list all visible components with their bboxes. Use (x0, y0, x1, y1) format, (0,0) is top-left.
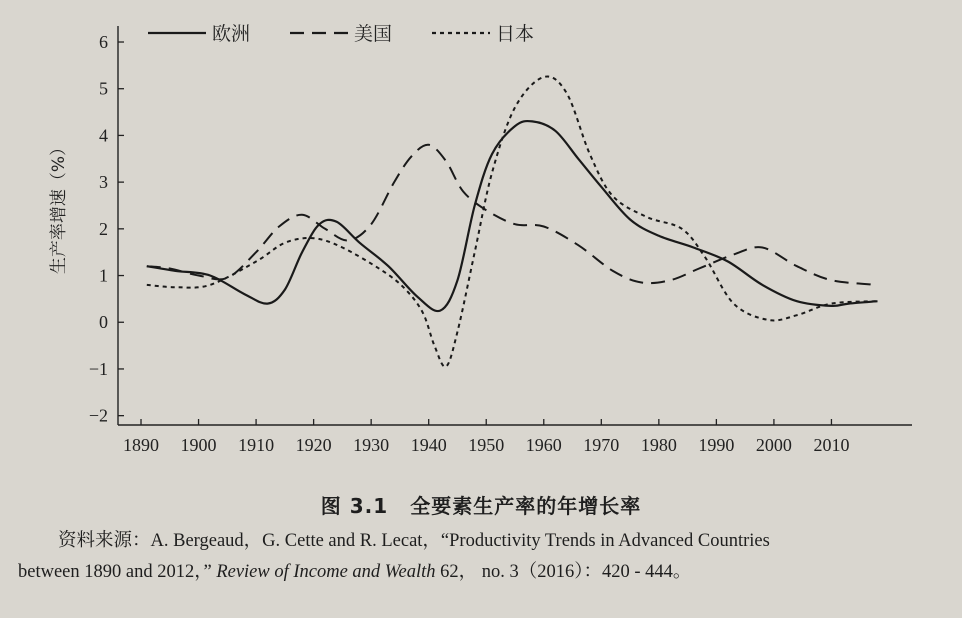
source-journal: Review of Income and Wealth (216, 562, 436, 582)
x-tick-label: 2000 (755, 435, 792, 455)
y-tick-label: 5 (99, 78, 108, 99)
source-line-2 (18, 557, 948, 588)
y-tick-label: −2 (88, 405, 108, 426)
x-tick-label: 1990 (698, 435, 735, 455)
source-line-1: 资料来源：A. Bergeaud，G. Cette and R. Lecat，“Productivity Trends in Advanced Countries (58, 531, 770, 551)
x-tick-label: 1940 (410, 435, 447, 455)
y-tick-label: −1 (88, 358, 108, 379)
x-tick-label: 2010 (813, 435, 850, 455)
series-line-3 (147, 77, 878, 367)
series-line-1 (147, 121, 878, 311)
legend-label-3: 日本 (496, 23, 535, 45)
y-axis-label: 生产率增速（%） (49, 138, 69, 275)
source-line-2-part2: 62， no. 3（2016）：420 - 444。 (440, 562, 692, 582)
y-tick-label: 2 (99, 218, 108, 239)
x-tick-label: 1960 (525, 435, 562, 455)
x-tick-label: 1980 (640, 435, 677, 455)
x-tick-label: 1890 (123, 435, 160, 455)
x-tick-label: 1950 (468, 435, 505, 455)
figure-caption (0, 490, 962, 519)
x-tick-label: 1910 (238, 435, 275, 455)
x-tick-label: 1930 (353, 435, 390, 455)
series-layer (147, 77, 878, 367)
y-tick-label: 6 (99, 32, 108, 53)
x-tick-label: 1970 (583, 435, 620, 455)
x-tick-label: 1900 (180, 435, 217, 455)
series-line-2 (147, 145, 878, 285)
figure-title: 全要素生产率的年增长率 (410, 494, 642, 518)
axes (49, 26, 912, 455)
y-tick-label: 3 (99, 172, 108, 193)
y-tick-label: 0 (99, 312, 108, 333)
x-tick-label: 1920 (295, 435, 332, 455)
y-tick-label: 4 (99, 125, 108, 146)
legend-label-2: 美国 (354, 23, 393, 45)
legend (148, 23, 534, 45)
figure-label: 图 3.1 (320, 494, 389, 518)
source-line-2-part1: between 1890 and 2012，” (18, 562, 212, 582)
legend-label-1: 欧洲 (212, 23, 251, 45)
y-tick-label: 1 (99, 265, 108, 286)
